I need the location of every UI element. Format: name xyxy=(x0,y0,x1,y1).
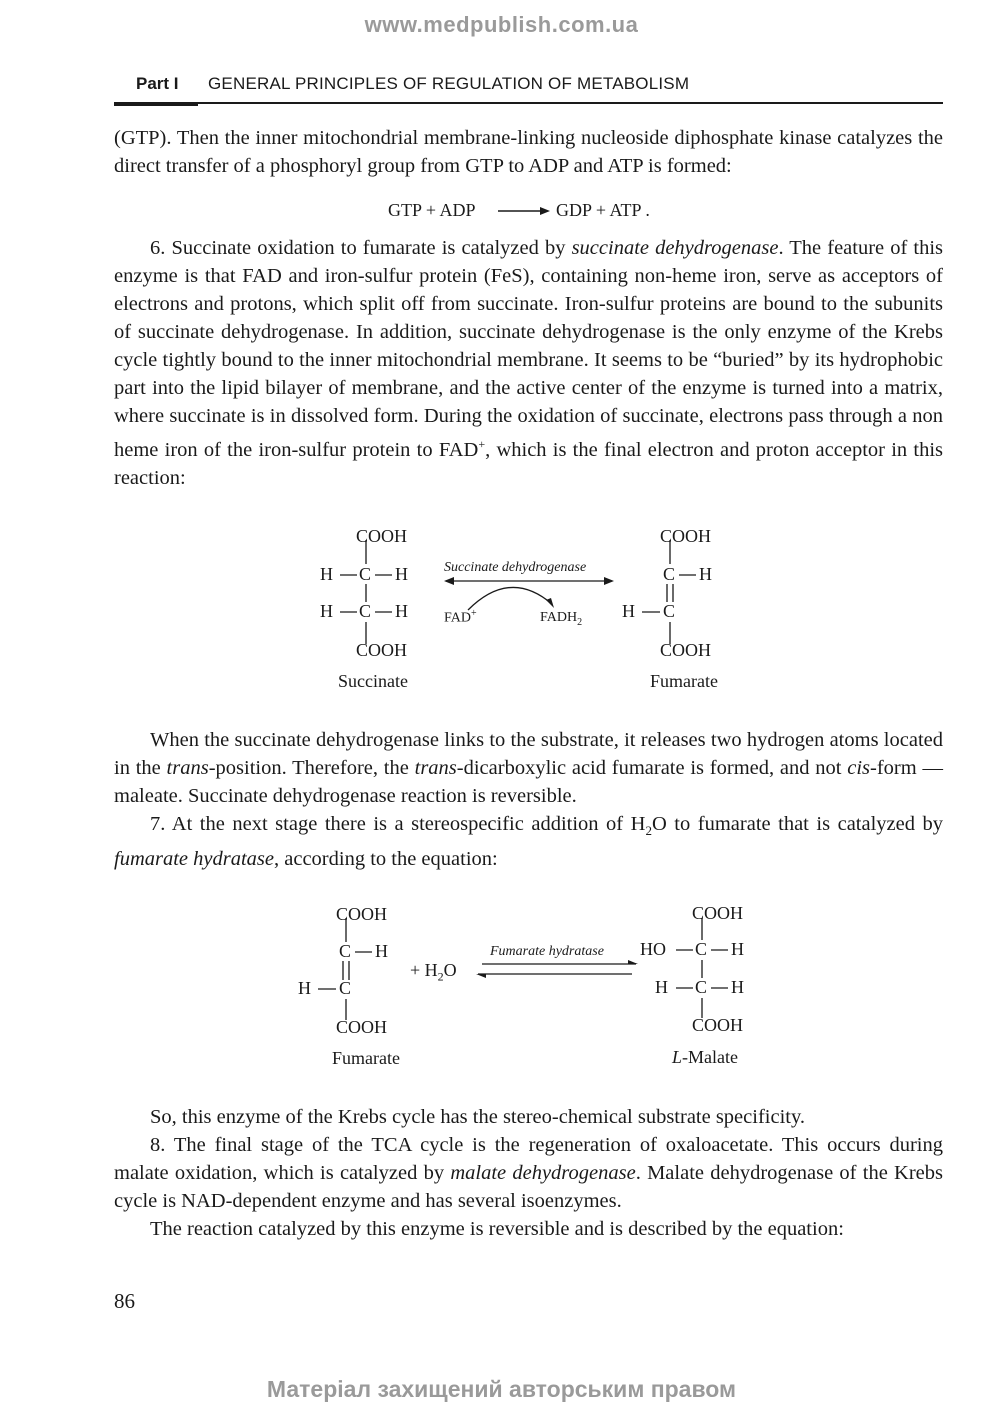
enzyme-label: Fumarate hydratase xyxy=(490,944,604,959)
malate-h: H xyxy=(731,977,744,997)
arrow-right-icon xyxy=(496,204,552,218)
text: When the succinate dehydrogenase links to the substrate, it releases two hydrogen atoms located in the xyxy=(114,729,943,779)
succinate-label: Succinate xyxy=(338,671,408,691)
succinate-h: H xyxy=(320,601,333,621)
fadh-sub: 2 xyxy=(577,616,583,628)
equation-left: GTP + ADP xyxy=(388,200,476,220)
text: -form — maleate. Succinate dehydrogenase reaction is reversible. xyxy=(114,757,943,807)
fumarate-h: H xyxy=(375,941,388,961)
text: . Malate dehydrogenase of the Krebs cycle is NAD-dependent enzyme and has several isoenzymes. xyxy=(114,1162,943,1212)
fumarate-c: C xyxy=(339,978,352,998)
reaction-fumarate-malate xyxy=(290,896,770,1076)
paragraph-succinate-oxidation xyxy=(114,234,943,492)
text: 8. The final stage of the TCA cycle is the regeneration of oxaloacetate. This occurs during malate oxidation, which is catalyzed by xyxy=(114,1134,943,1184)
italic-term: trans xyxy=(166,757,209,779)
fumarate-cooh-bottom: COOH xyxy=(336,1017,388,1037)
fumarate-c: C xyxy=(663,564,676,584)
italic-term: trans- xyxy=(414,757,464,779)
fumarate-cooh-bottom: COOH xyxy=(660,640,712,660)
superscript: + xyxy=(478,437,486,451)
paragraph-fumarate-hydratase xyxy=(114,810,943,873)
running-header xyxy=(114,72,943,104)
paragraph-trans-position xyxy=(114,726,943,810)
equation-right: GDP + ATP . xyxy=(556,200,650,220)
water-label xyxy=(410,960,457,985)
fad-label xyxy=(444,608,477,627)
fumarate-c: C xyxy=(663,601,676,621)
succinate-h: H xyxy=(395,564,408,584)
enzyme-name: malate dehydrogenase xyxy=(450,1162,636,1184)
succinate-cooh-bottom: COOH xyxy=(356,640,408,660)
malate-name: -Malate xyxy=(682,1047,738,1067)
fumarate-h: H xyxy=(699,564,712,584)
enzyme-name: succinate dehydrogenase xyxy=(571,237,779,259)
part-marker-bar xyxy=(114,102,198,106)
page-number: 86 xyxy=(114,1289,135,1313)
text: -position. Therefore, the xyxy=(208,757,415,779)
malate-c: C xyxy=(695,977,708,997)
water-o: O xyxy=(443,960,457,980)
succinate-h: H xyxy=(395,601,408,621)
text: . The feature of this enzyme is that FAD and iron-sulfur protein (FeS), containing non-heme iron, serve as acceptors of electrons and protons, which split off from succinate. Iron-sulfur proteins are bound to the subunits of succinate dehydrogenase. In addition, succinate dehydrogenase is the only enzyme of the Krebs cycle tightly bound to the inner mitochondrial membrane. It seems to be “buried” by its hydrophobic part into the lipid bilayer of membrane, and the active center of the enzyme is turned into a matrix, where succinate is in dissolved form. During the oxidation of succinate, electrons pass through a non heme iron of the iron-sulfur protein to FAD xyxy=(114,237,944,461)
enzyme-label: Succinate dehydrogenase xyxy=(444,560,587,575)
paragraph-stereo-specificity: So, this enzyme of the Krebs cycle has the stereo-chemical substrate specificity. xyxy=(150,1106,806,1128)
watermark-bottom: Матеріал захищений авторським правом xyxy=(266,1376,737,1402)
italic-term: cis xyxy=(847,757,871,779)
part-label: Part I xyxy=(136,74,179,93)
malate-h: H xyxy=(655,977,668,997)
text: O to fumarate that is catalyzed by xyxy=(651,813,944,835)
enzyme-name: fumarate hydratase xyxy=(114,848,274,871)
fumarate-cooh-top: COOH xyxy=(336,904,388,924)
fumarate-cooh-top: COOH xyxy=(660,526,712,546)
fadh2-label xyxy=(540,610,582,628)
succinate-c: C xyxy=(359,601,372,621)
watermark-top: www.medpublish.com.ua xyxy=(364,12,639,37)
text: 6. Succinate oxidation to fumarate is catalyzed by xyxy=(150,237,572,259)
paragraph-reaction-reversible: The reaction catalyzed by this enzyme is reversible and is described by the equation: xyxy=(150,1218,844,1240)
fad: FAD xyxy=(444,610,471,626)
malate-h: H xyxy=(731,939,744,959)
fumarate-h: H xyxy=(298,978,311,998)
equation-gtp-adp xyxy=(388,200,688,226)
fumarate-label: Fumarate xyxy=(650,671,718,691)
fad-sup: + xyxy=(470,608,477,619)
chapter-title: GENERAL PRINCIPLES OF REGULATION OF METABOLISM xyxy=(208,74,690,93)
malate-c: C xyxy=(695,939,708,959)
malate-label xyxy=(672,1047,738,1068)
text: 7. At the next stage there is a stereospecific addition of H xyxy=(150,813,646,835)
succinate-h: H xyxy=(320,564,333,584)
malate-cooh-top: COOH xyxy=(692,903,744,923)
succinate-cooh-top: COOH xyxy=(356,526,408,546)
paragraph-malate-dehydrogenase xyxy=(114,1131,943,1215)
malate-l: L xyxy=(672,1047,683,1067)
water: + H xyxy=(410,960,438,980)
malate-cooh-bottom: COOH xyxy=(692,1015,744,1035)
text: , which is the final electron and proton acceptor in this reaction: xyxy=(114,438,943,489)
fumarate-h: H xyxy=(622,601,635,621)
paragraph-gtp: (GTP). Then the inner mitochondrial membrane-linking nucleoside diphosphate kinase catalyzes the direct transfer of a phosphoryl group from GTP to ADP and ATP is formed: xyxy=(114,127,943,177)
fumarate-c: C xyxy=(339,941,352,961)
fumarate-label: Fumarate xyxy=(332,1048,400,1068)
reaction-succinate-fumarate xyxy=(300,520,760,700)
subscript: 2 xyxy=(645,823,652,839)
text: , according to the equation: xyxy=(274,848,498,871)
succinate-c: C xyxy=(359,564,372,584)
water-sub: 2 xyxy=(437,969,444,984)
text: dicarboxylic acid fumarate is formed, and not xyxy=(463,757,848,779)
malate-ho: HO xyxy=(640,939,666,959)
fadh: FADH xyxy=(540,610,578,625)
